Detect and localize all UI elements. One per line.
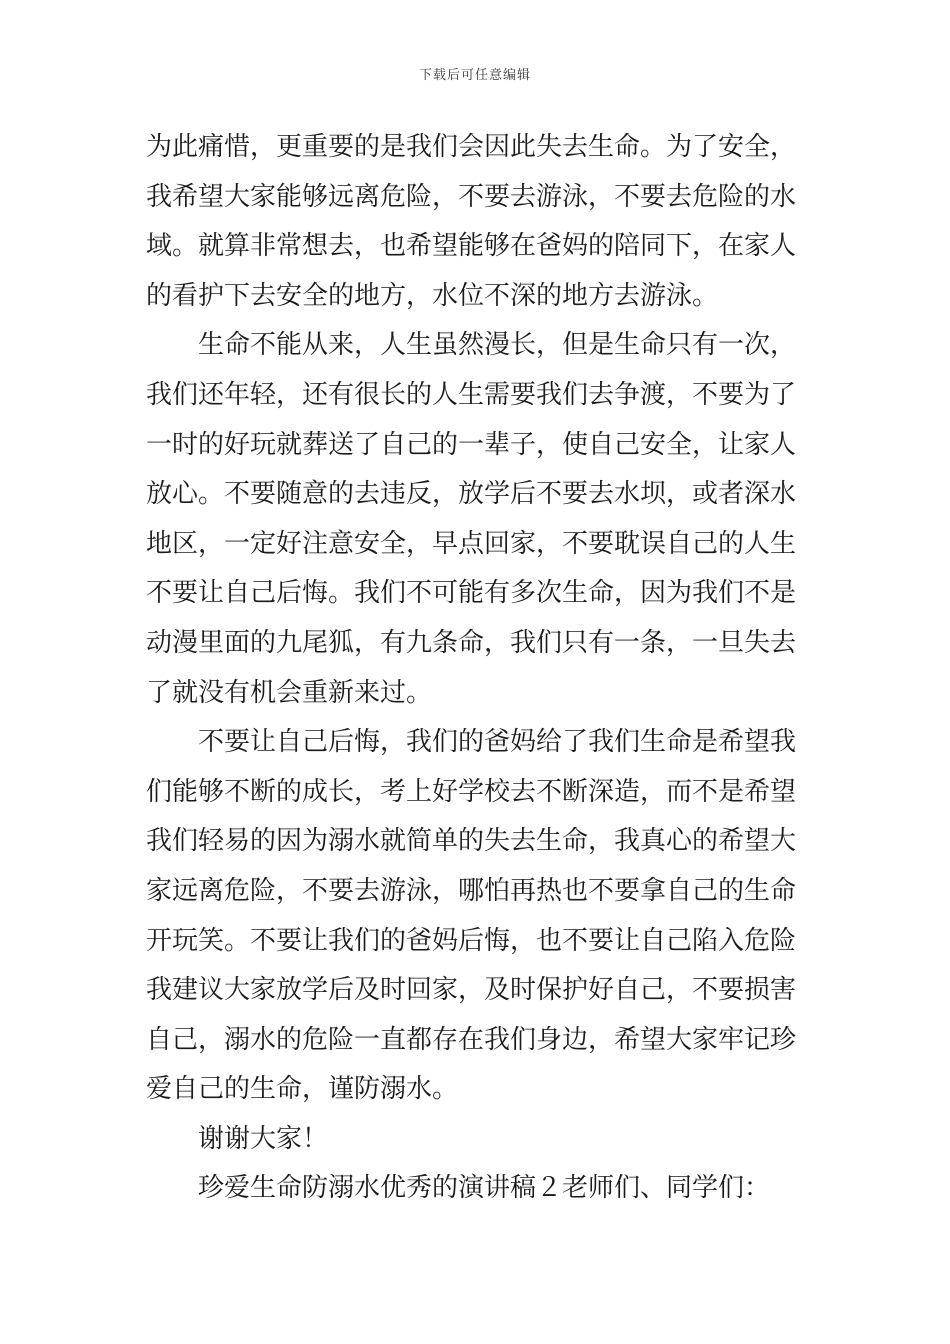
text-line: 自己，溺水的危险一直都存在我们身边，希望大家牢记珍 <box>146 1024 797 1055</box>
text-line: 家远离危险，不要去游泳，哪怕再热也不要拿自己的生命 <box>146 875 797 906</box>
text-line: 我们轻易的因为溺水就简单的失去生命，我真心的希望大 <box>146 826 797 857</box>
closing-line: 谢谢大家！ <box>198 1123 329 1154</box>
page-header-note: 下载后可任意编辑 <box>418 68 531 83</box>
paragraph-start-line: 生命不能从来，人生虽然漫长，但是生命只有一次， <box>198 330 797 361</box>
text-line: 一时的好玩就葬送了自己的一辈子，使自己安全，让家人 <box>146 429 797 460</box>
next-speech-heading: 珍爱生命防溺水优秀的演讲稿２老师们、同学们： <box>198 1173 771 1204</box>
text-line: 不要让自己后悔。我们不可能有多次生命，因为我们不是 <box>146 578 797 609</box>
text-line: 为此痛惜，更重要的是我们会因此失去生命。为了安全， <box>146 132 797 162</box>
text-line: 动漫里面的九尾狐，有九条命，我们只有一条，一旦失去 <box>146 627 797 658</box>
document-body <box>146 123 816 1214</box>
text-line: 我们还年轻，还有很长的人生需要我们去争渡，不要为了 <box>146 379 797 410</box>
text-line: 的看护下去安全的地方，水位不深的地方去游泳。 <box>146 280 719 311</box>
text-line: 开玩笑。不要让我们的爸妈后悔，也不要让自己陷入危险 <box>146 925 797 956</box>
text-line: 我建议大家放学后及时回家，及时保护好自己，不要损害 <box>146 975 797 1006</box>
text-line: 放心。不要随意的去违反，放学后不要去水坝，或者深水 <box>146 479 797 510</box>
text-line: 了就没有机会重新来过。 <box>146 677 433 708</box>
paragraph-start-line: 不要让自己后悔，我们的爸妈给了我们生命是希望我 <box>198 727 797 758</box>
text-line: 爱自己的生命，谨防溺水。 <box>146 1074 459 1105</box>
text-line: 地区，一定好注意安全，早点回家，不要耽误自己的人生 <box>146 528 797 559</box>
text-line: 我希望大家能够远离危险，不要去游泳，不要去危险的水 <box>146 181 797 212</box>
text-line: 们能够不断的成长，考上好学校去不断深造，而不是希望 <box>146 776 797 807</box>
text-line: 域。就算非常想去，也希望能够在爸妈的陪同下，在家人 <box>146 231 797 262</box>
